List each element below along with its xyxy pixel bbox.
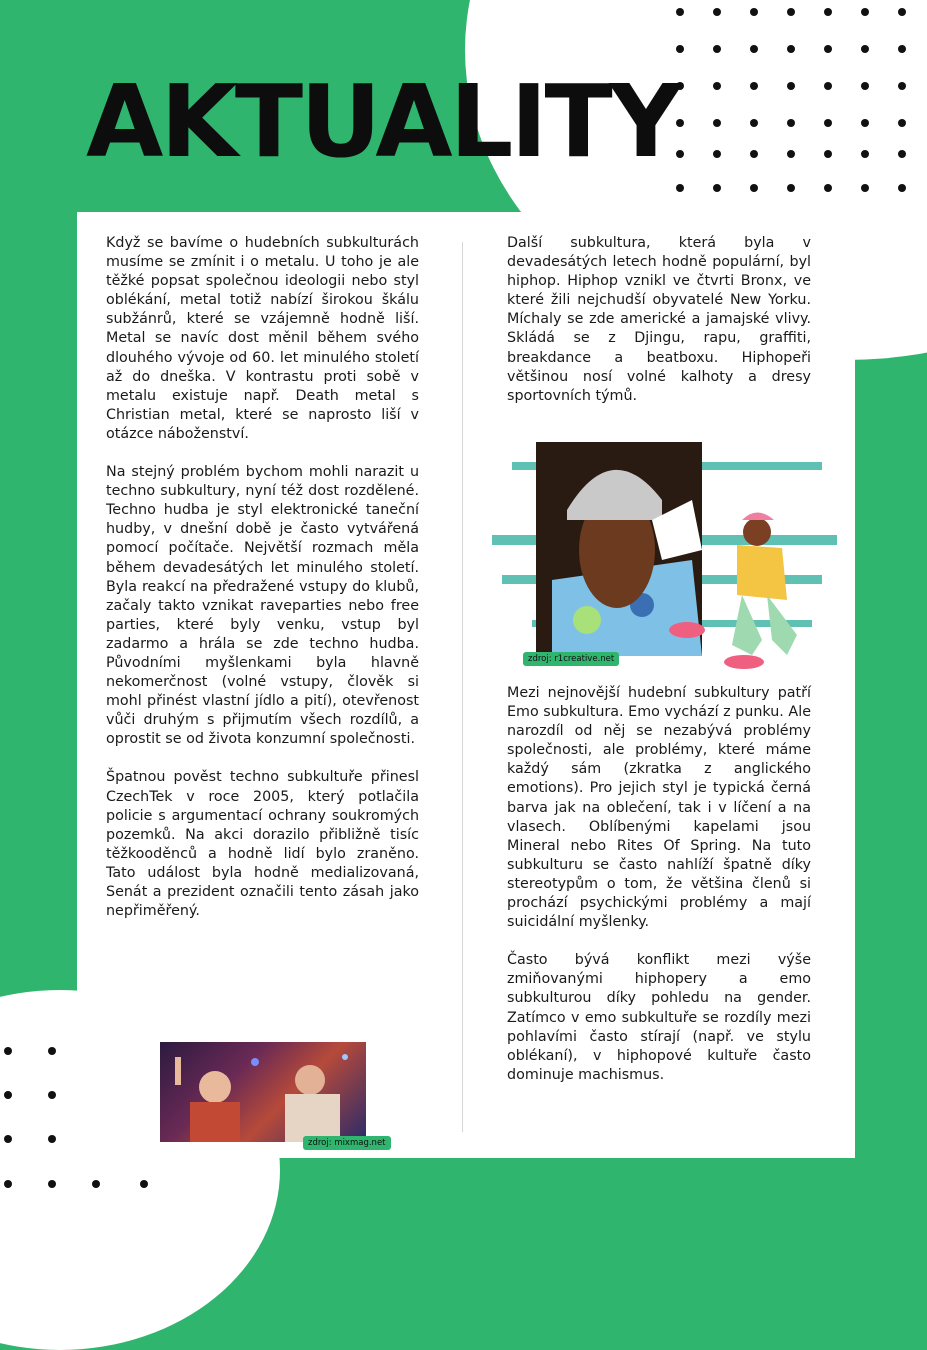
paragraph-conflict: Často bývá konflikt mezi výše zmiňovanými hiphopery a emo subkulturou díky pohledu na gender. Zatímco v emo subkultuře se rozdíly mezi pohlavími často stírají (např. ve stylu oblékaní), v hiphopové kultuře často dominuje machismus. xyxy=(507,952,811,1083)
paragraph-techno: Na stejný problém bychom mohli narazit u techno subkultury, nyní též dost rozdělené. Techno hudba je styl elektronické taneční hudby, v dnešní době je často vytvářená pomocí počítače. Největší rozmach měla během devadesátých let minulého století. Byla reakcí na předražené vstupy do klubů, začaly takto vznikat raveparties nebo free parties, které byly venku, vstup byl zadarmo a hrála se zde techno hudba. Původními myšlenkami byla hlavně nekomerčnost (volné vstupy, člověk si mohl přinést vlastní jídlo a pití), otevřenost vůči druhým s přijmutím všech rozdílů, a oprostit se od života konzumní společnosti. xyxy=(106,464,419,748)
column-divider xyxy=(462,242,463,1132)
article-column-right-top xyxy=(507,234,811,425)
image-source-caption: zdroj: mixmag.net xyxy=(303,1136,391,1150)
techno-party-photo xyxy=(160,1042,366,1142)
paragraph-hiphop: Další subkultura, která byla v devadesátých letech hodně populární, byl hiphop. Hiphop vznikl ve čtvrti Bronx, ve které žili nejchudší obyvatelé New Yorku. Míchaly se zde americké a jamajské vlivy. Skládá se z Djingu, rapu, graffiti, breakdance a beatboxu. Hiphopeři většinou nosí volné kalhoty a dresy sportovních týmů. xyxy=(507,235,811,404)
paragraph-emo: Mezi nejnovější hudební subkultury patří Emo subkultura. Emo vychází z punku. Ale narozdíl od něj se nezabývá problémy společnosti, ale problémy, které máme každý sám (zkratka z anglického emotions). Pro jejich styl je typická černá barva jak na oblečení, tak i v líčení a na vlasech. Oblíbenými kapelami jsou Mineral nebo Rites Of Spring. Na tuto subkulturu se často nahlíží špatně díky stereotypům o tom, že většina členů si prochází psychickými problémy a mají suicidální myšlenky. xyxy=(507,685,811,931)
article-column-left xyxy=(106,234,419,940)
hiphop-illustration xyxy=(492,440,837,670)
paragraph-czechtek: Špatnou pověst techno subkultuře přinesl CzechTek v roce 2005, který potlačila policie s argumentací ochrany soukromých pozemků. Na akci dorazilo přibližně tisíc těžkooděnců a hodně lidí bylo zraněno. Tato událost byla hodně medializovaná, Senát a prezident označili tento zásah jako nepřiměřený. xyxy=(106,769,419,920)
paragraph-metal: Když se bavíme o hudebních subkulturách musíme se zmínit i o metalu. U toho je ale těžké popsat společnou ideologii nebo styl oblékání, metal totiž nabízí širokou škálu subžánrů, které se vzájemně hodně liší. Metal se navíc dost měnil během svého dlouhého vývoje od 60. let minulého století až do dneška. V kontrastu proti sobě v metalu existuje např. Death metal s Christian metal, které se naprosto liší v otázce náboženství. xyxy=(106,235,419,442)
article-column-right-bottom xyxy=(507,684,811,1104)
page-title: AKTUALITY xyxy=(86,63,680,180)
illustration-source-caption: zdroj: r1creative.net xyxy=(523,652,619,666)
